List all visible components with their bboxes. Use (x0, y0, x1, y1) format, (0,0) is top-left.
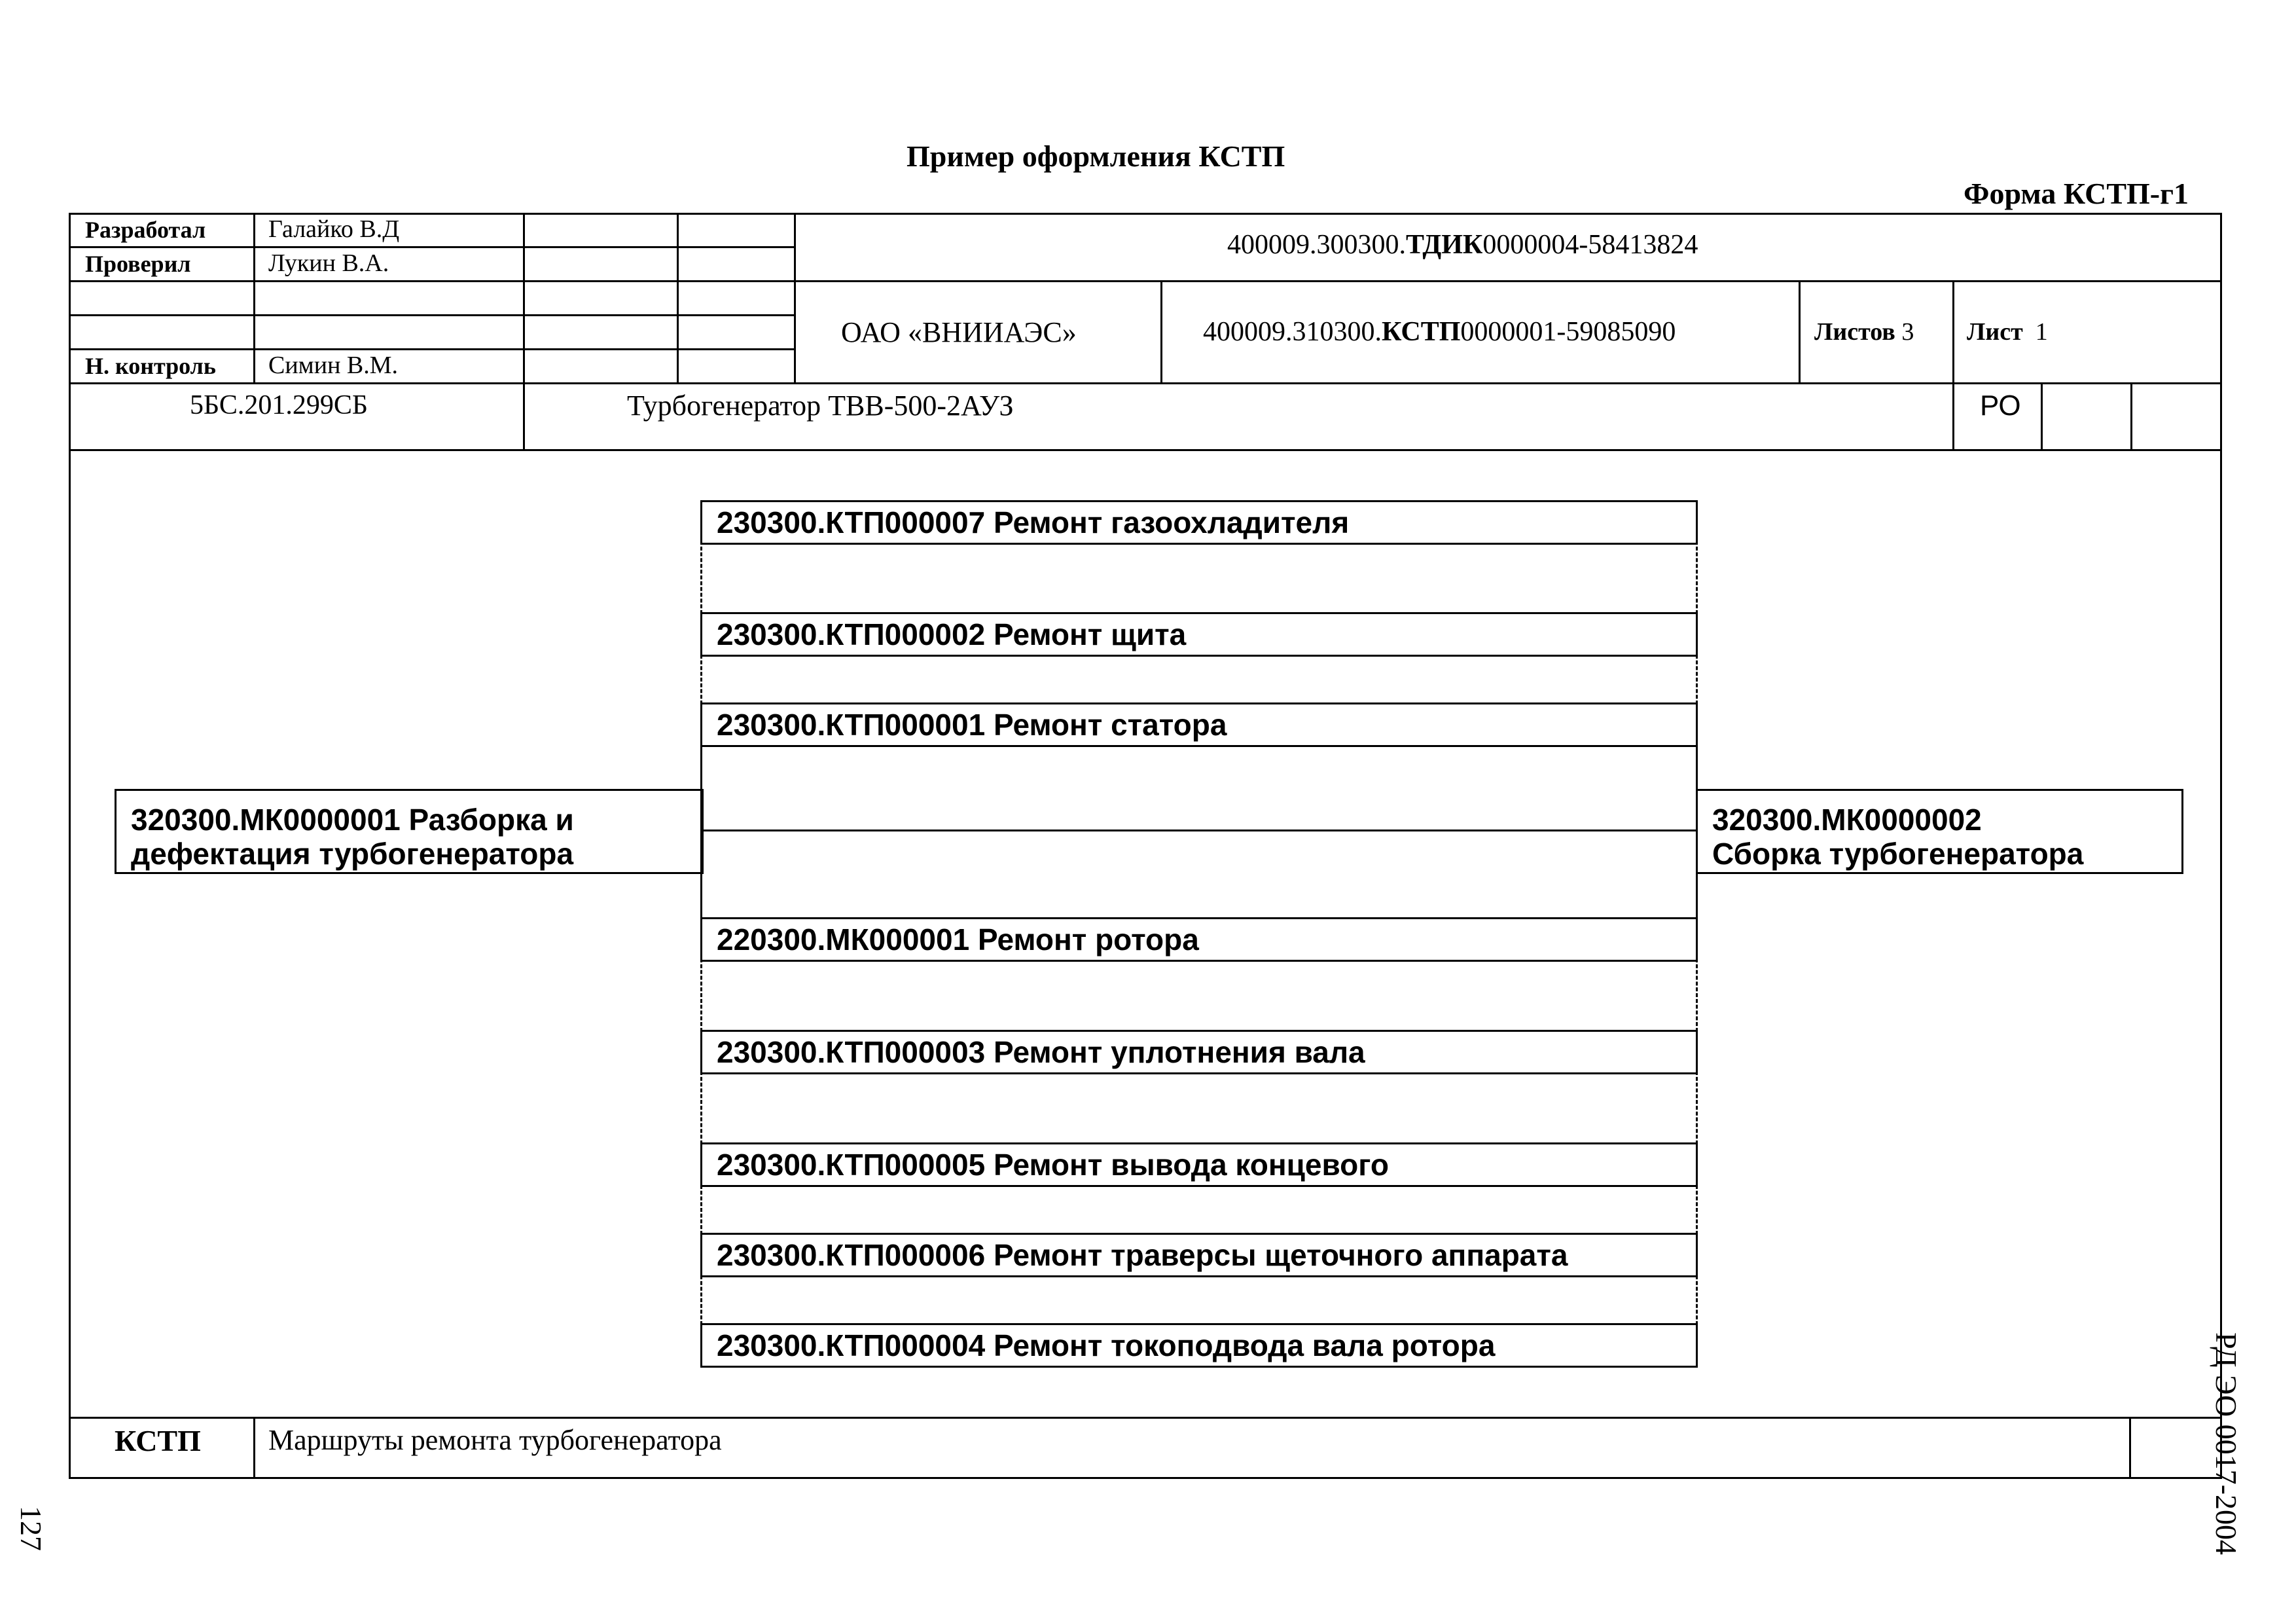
organization: ОАО «ВНИИАЭС» (841, 316, 1077, 348)
sheets-count: Листов 3 (1814, 318, 1914, 346)
route-item-shaft-seal: 230300.КТП000003 Ремонт уплотнения вала (700, 1030, 1698, 1074)
route-item-gas-cooler: 230300.КТП000007 Ремонт газоохладителя (700, 500, 1698, 545)
role-developer: Разработал (85, 217, 206, 243)
footer-type: КСТП (115, 1424, 201, 1457)
product-name: Турбогенератор ТВВ-500-2АУЗ (627, 390, 1014, 422)
role-checker: Проверил (85, 251, 191, 277)
name-developer: Галайко В.Д (268, 215, 400, 243)
route-item-shield: 230300.КТП000002 Ремонт щита (700, 612, 1698, 657)
name-norm-control: Симин В.М. (268, 352, 399, 379)
side-doc-number: РД ЭО 0017-2004 (2210, 1332, 2243, 1555)
form-label: Форма КСТП-г1 (1964, 177, 2189, 210)
page-title: Пример оформления КСТП (906, 139, 1285, 173)
product-code: 5БС.201.299СБ (190, 390, 368, 420)
name-checker: Лукин В.А. (268, 249, 389, 277)
page-number: 127 (14, 1506, 48, 1551)
route-item-current-lead: 230300.КТП000004 Ремонт токоподвода вала ротора (700, 1323, 1698, 1368)
route-item-stator: 230300.КТП000001 Ремонт статора (700, 702, 1698, 747)
route-item-rotor: 220300.МК000001 Ремонт ротора (700, 917, 1698, 962)
footer-title: Маршруты ремонта турбогенератора (268, 1424, 722, 1456)
sheet-number: Лист 1 (1967, 318, 2048, 346)
kstp-code: 400009.310300.КСТП0000001-59085090 (1203, 317, 1676, 347)
letter-code: РО (1980, 390, 2021, 422)
role-norm-control: Н. контроль (85, 353, 216, 379)
route-item-brush-gear: 230300.КТП000006 Ремонт траверсы щеточного аппарата (700, 1233, 1698, 1277)
route-item-terminal: 230300.КТП000005 Ремонт вывода концевого (700, 1142, 1698, 1187)
assembly-box: 320300.МК0000002 Сборка турбогенератора (1696, 789, 2183, 874)
disassembly-box: 320300.МК0000001 Разборка и дефектация турбогенератора (115, 789, 704, 874)
doc-code: 400009.300300.ТДИК0000004-58413824 (1227, 230, 1698, 260)
